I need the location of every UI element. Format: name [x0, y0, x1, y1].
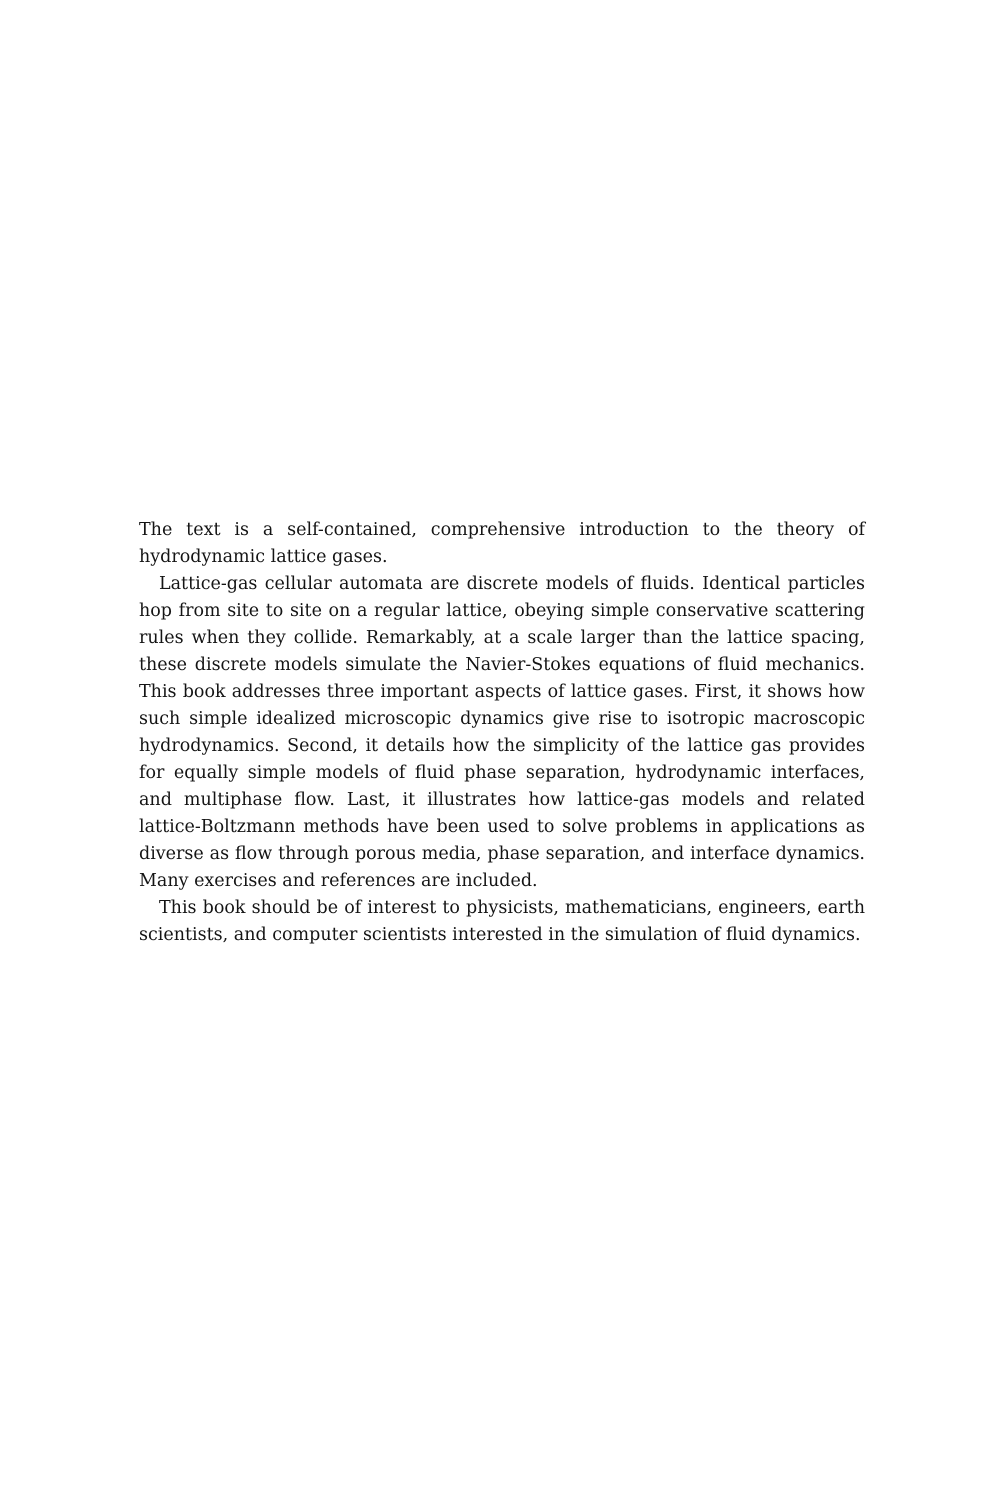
abstract-text: [139, 517, 865, 949]
paragraph-audience: This book should be of interest to physicists, mathematicians, engineers, earth scientists, and computer scientists interested in the simulation of fluid dynamics.: [139, 898, 865, 945]
paragraph-description: Lattice-gas cellular automata are discrete models of fluids. Identical particles hop from site to site on a regular lattice, obeying simple conservative scattering rules when they collide. Remarkably, at a scale larger than the lattice spacing, these discrete models simulate the Navier-Stokes equations of fluid mechanics. This book addresses three important aspects of lattice gases. First, it shows how such simple idealized microscopic dynamics give rise to isotropic macroscopic hydrodynamics. Second, it details how the simplicity of the lattice gas provides for equally simple models of fluid phase separation, hydrodynamic interfaces, and multiphase flow. Last, it illustrates how lattice-gas models and related lattice-Boltzmann methods have been used to solve problems in applications as diverse as flow through porous media, phase separation, and interface dynamics. Many exercises and references are included.: [139, 574, 865, 891]
paragraph-intro: The text is a self-contained, comprehensive introduction to the theory of hydrodynamic lattice gases.: [139, 520, 865, 567]
